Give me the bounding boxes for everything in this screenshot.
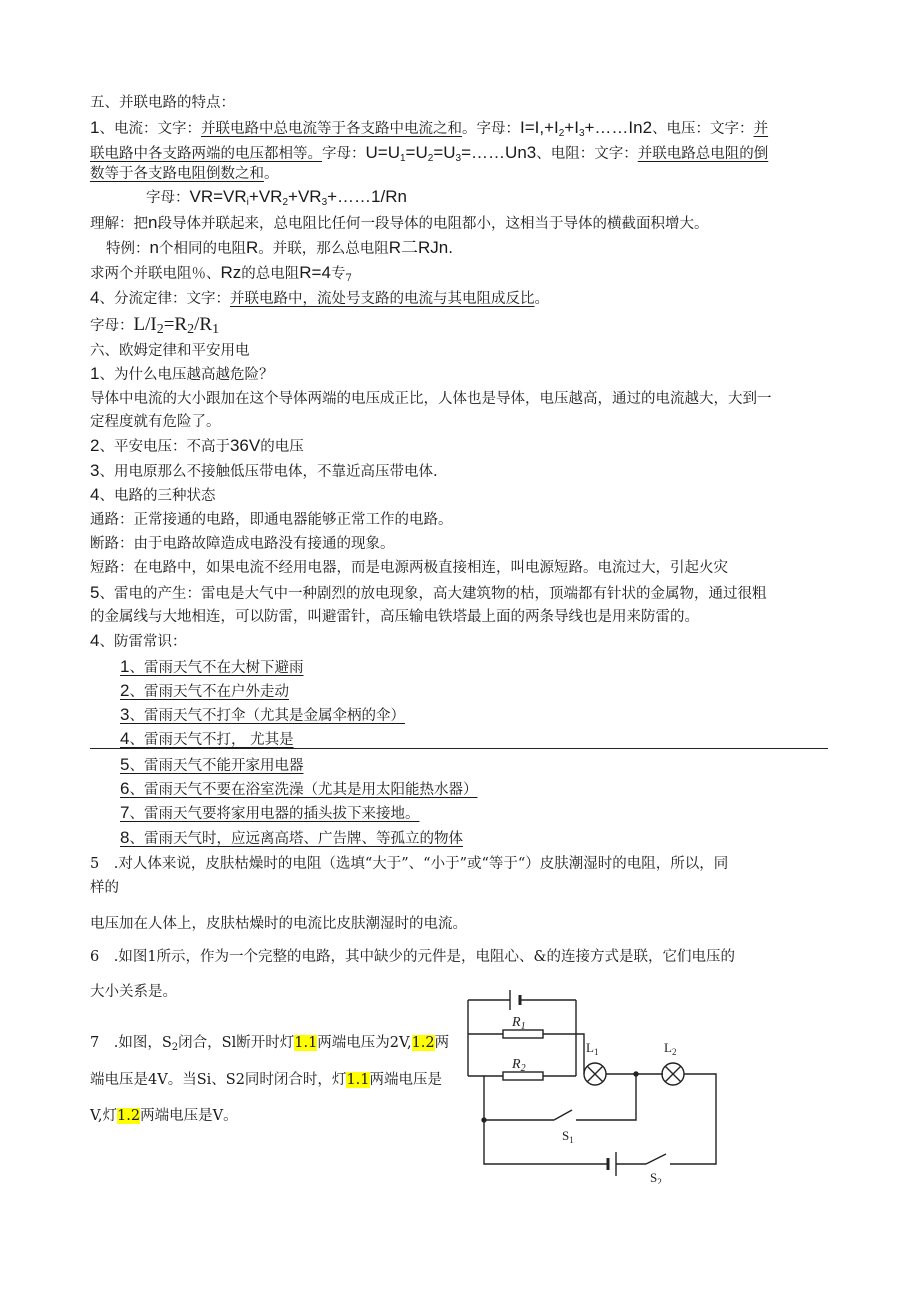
label-l1: $L_1$ xyxy=(586,1040,599,1057)
safety-item: 7、雷雨天气要将家用电器的插头拔下来接地。 xyxy=(120,803,420,822)
section5-title: 五、并联电路的特点： xyxy=(90,95,235,111)
exercise6-line2: 大小关系是。 xyxy=(90,984,177,1000)
wire xyxy=(484,1074,636,1120)
circuit-states-title: 4、电路的三种状态 xyxy=(90,485,216,504)
label-s1: $S_1$ xyxy=(562,1128,574,1145)
safety-item: 3、雷雨天气不打伞（尤其是金属伞柄的伞） xyxy=(120,705,405,724)
exercise5-line2: 样的 xyxy=(90,880,119,896)
switch-s2 xyxy=(646,1154,666,1164)
safety-item: 1、雷雨天气不在大树下避雨 xyxy=(120,657,304,676)
safety-principle: 3、用电原那么不接触低压带电体，不靠近高压带电体. xyxy=(90,461,438,480)
label-l2: $L_2$ xyxy=(664,1040,677,1057)
parallel-voltage-rule: 联电路中各支路两端的电压都相等。字母：$U=U_1=U_2=U_3=\dots\dots Un3$、电阻：文字：并联电路总电阻的倒 xyxy=(90,143,769,164)
divider-line xyxy=(90,748,828,749)
safe-voltage: 2、平安电压：不高于36V的电压 xyxy=(90,436,304,455)
question1: 1、为什么电压越高越危险？ xyxy=(90,364,274,383)
label-r1: $R_1$ xyxy=(512,1015,526,1032)
safety-item: 2、雷雨天气不在户外走动 xyxy=(120,681,289,700)
current-division-rule: 4、分流定律：文字：并联电路中，流处号支路的电流与其电阻成反比。 xyxy=(90,288,549,307)
answer1-line1: 导体中电流的大小跟加在这个导体两端的电压成正比，人体也是导体，电压越高，通过的电流越大，大到一 xyxy=(90,391,772,407)
lightning-safety-title: 4、防雷常识： xyxy=(90,631,187,650)
exercise7-line1: 7 .如图，$S_2$闭合，Sl断开时灯1.1两端电压为2V,1.2两 xyxy=(90,1035,450,1053)
state-closed: 通路：正常接通的电路，即通电器能够正常工作的电路。 xyxy=(90,512,453,528)
special-case-note: 特例：n个相同的电阻R。并联，那么总电阻R二RJn. xyxy=(106,238,453,257)
parallel-resistance-rule: 数等于各支路电阻倒数之和。 xyxy=(90,166,279,182)
exercise5-line1: 5 .对人体来说，皮肤枯燥时的电阻（选填“大于”、“小于”或“等于“）皮肤潮湿时的电阻，所以，同 xyxy=(90,856,729,872)
answer1-line2: 定程度就有危险了。 xyxy=(90,414,221,430)
state-short: 短路：在电路中，如果电流不经用电器，而是电源两极直接相连，叫电源短路。电流过大，引起火灾 xyxy=(90,560,728,576)
switch-s1 xyxy=(554,1110,572,1120)
parallel-current-rule: 1、电流：文字：并联电路中总电流等于各支路中电流之和。字母：$I=I,+I_2+I_3+\dots\dots In2$、电压：文字：并 xyxy=(90,118,769,139)
resistance-formula: 字母：$VR=VR_i+VR_2+VR_3+\dots\dots 1/Rn$ xyxy=(146,187,407,208)
two-resistor-note: 求两个并联电阻％、Rz的总电阻R=4专$_7$ xyxy=(90,263,352,284)
safety-item: 8、雷雨天气时，应远离高塔、广告牌、等孤立的物体 xyxy=(120,828,463,847)
label-r2: $R_2$ xyxy=(512,1057,526,1074)
circuit-diagram xyxy=(458,988,728,1184)
lightning-origin-line1: 5、雷电的产生：雷电是大气中一种剧烈的放电现象，高大建筑物的枯，顶端都有针状的金属物，通过很粗 xyxy=(90,583,767,602)
understanding-note: 理解：把n段导体并联起来，总电阻比任何一段导体的电阻都小，这相当于导体的横截面积增大。 xyxy=(90,213,709,232)
lightning-origin-line2: 的金属线与大地相连，可以防雷，叫避雷针，高压输电铁塔最上面的两条导线也是用来防雷的。 xyxy=(90,609,699,625)
exercise5-line3: 电压加在人体上，皮肤枯燥时的电流比皮肤潮湿时的电流。 xyxy=(90,916,467,932)
safety-item: 5、雷雨天气不能开家用电器 xyxy=(120,755,304,774)
state-open: 断路：由于电路故障造成电路没有接通的现象。 xyxy=(90,536,395,552)
label-s2: $S_2$ xyxy=(650,1170,662,1184)
safety-item: 6、雷雨天气不要在浴室洗澡（尤其是用太阳能热水器） xyxy=(120,779,478,798)
exercise7-line3: V,灯1.2两端电压是V。 xyxy=(90,1108,238,1124)
exercise7-line2: 端电压是4V。当Si、S2同时闭合时，灯1.1两端电压是 xyxy=(90,1072,442,1088)
current-division-formula: 字母：L/I2=R2/R1 xyxy=(90,314,220,337)
section6-title: 六、欧姆定律和平安用电 xyxy=(90,343,250,359)
exercise6-line1: 6 .如图1所示，作为一个完整的电路，其中缺少的元件是，电阻心、&的连接方式是联，它们电压的 xyxy=(90,949,735,965)
safety-item: 4、雷雨天气不打， 尤其是 xyxy=(120,729,294,748)
